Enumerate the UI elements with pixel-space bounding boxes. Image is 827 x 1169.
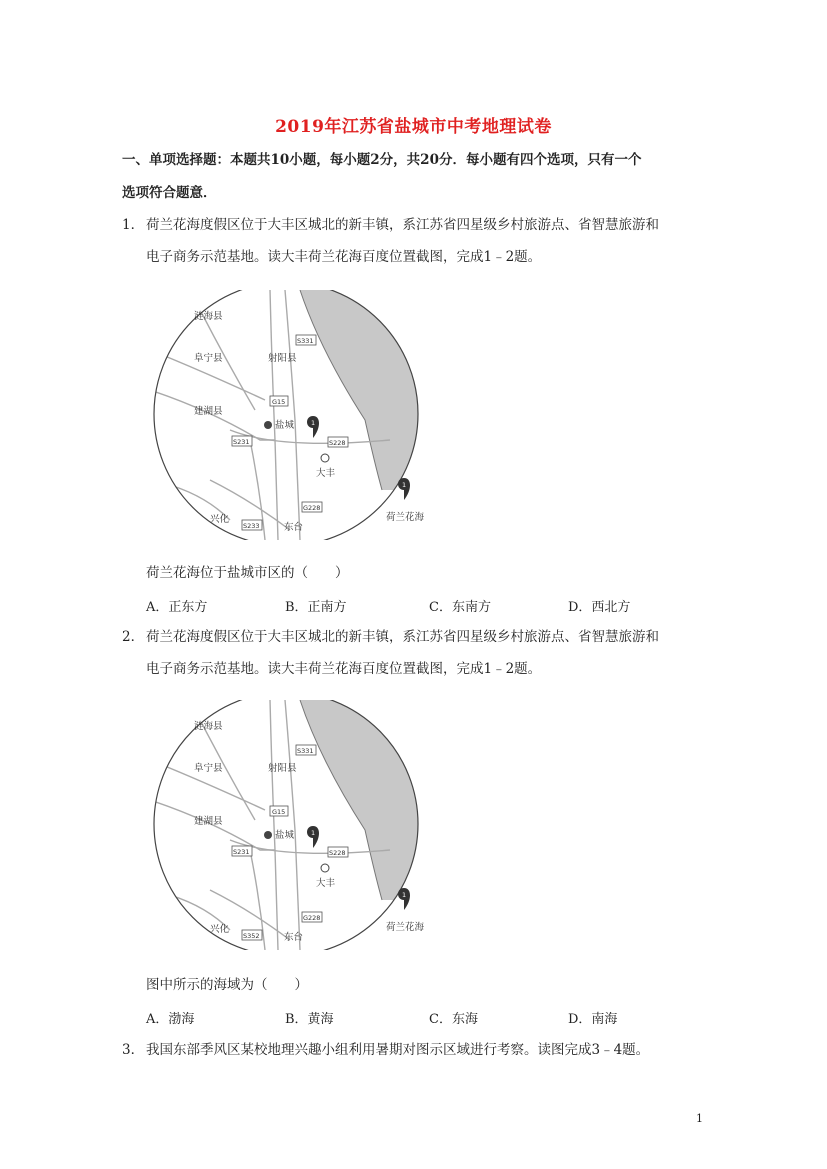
- q2-option-c[interactable]: C．东海: [429, 1012, 478, 1027]
- pin-number: 1: [311, 419, 316, 427]
- label-sheyang: 射阳县: [268, 353, 297, 364]
- label-jianhu-2: 建湖县: [194, 816, 223, 827]
- question-2-stem-line1: 荷兰花海度假区位于大丰区城北的新丰镇，系江苏省四星级乡村旅游点、省智慧旅游和: [146, 629, 659, 645]
- road-s231: S231: [233, 438, 250, 446]
- destination-pin-number: 1: [402, 481, 407, 489]
- q2-option-b[interactable]: B．黄海: [285, 1012, 334, 1027]
- road-s233: S233: [243, 522, 260, 530]
- road-s352: S352: [243, 932, 260, 940]
- road-g228: G228: [303, 504, 321, 512]
- question-2-stem-line2: 电子商务示范基地。读大丰荷兰花海百度位置截图，完成1﹣2题。: [146, 661, 542, 677]
- question-3-number: 3．: [122, 1042, 145, 1058]
- page-title: 2019年江苏省盐城市中考地理试卷: [275, 117, 552, 137]
- question-1-stem-line1: 荷兰花海度假区位于大丰区城北的新丰镇，系江苏省四星级乡村旅游点、省智慧旅游和: [146, 217, 659, 233]
- label-helanhuahai: 荷兰花海: [386, 512, 425, 523]
- q1-option-c[interactable]: C．东南方: [429, 600, 491, 615]
- label-helanhuahai-2: 荷兰花海: [386, 922, 425, 933]
- label-dongtai: 东台: [284, 522, 304, 533]
- road-s331-2: S331: [297, 747, 314, 755]
- road-g15-2: G15: [272, 808, 286, 816]
- label-xinghua: 兴化: [210, 514, 230, 525]
- q2-option-a[interactable]: A．渤海: [146, 1012, 195, 1027]
- location-map-2: [150, 700, 425, 950]
- question-2-number: 2．: [122, 629, 145, 645]
- road-s228-2: S228: [329, 849, 346, 857]
- label-sheyang-2: 射阳县: [268, 763, 297, 774]
- question-1-stem-line2: 电子商务示范基地。读大丰荷兰花海百度位置截图，完成1﹣2题。: [146, 249, 542, 265]
- section-heading: [122, 144, 712, 210]
- pin-number-2: 1: [311, 829, 316, 837]
- yancheng-dot: [264, 421, 272, 429]
- label-xiangshui: 涟海县: [194, 311, 223, 322]
- question-2-text: 图中所示的海域为（ ）: [146, 977, 308, 993]
- road-s331: S331: [297, 337, 314, 345]
- question-3-stem-line1: 我国东部季风区某校地理兴趣小组利用暑期对图示区域进行考察。读图完成3﹣4题。: [146, 1042, 650, 1058]
- label-xinghua-2: 兴化: [210, 924, 230, 935]
- road-s228: S228: [329, 439, 346, 447]
- q1-option-d[interactable]: D．西北方: [568, 600, 631, 615]
- q1-option-a[interactable]: A．正东方: [146, 600, 208, 615]
- label-dongtai-2: 东台: [284, 932, 304, 943]
- label-yancheng: 盐城: [275, 420, 295, 431]
- label-xiangshui-2: 涟海县: [194, 721, 223, 732]
- label-dafeng: 大丰: [316, 468, 336, 479]
- label-funing: 阜宁县: [194, 353, 223, 364]
- question-1-text: 荷兰花海位于盐城市区的（ ）: [146, 565, 349, 581]
- road-s231-2: S231: [233, 848, 250, 856]
- q1-option-b[interactable]: B．正南方: [285, 600, 347, 615]
- road-g15: G15: [272, 398, 286, 406]
- map-figure-1: [150, 290, 425, 540]
- road-g228-2: G228: [303, 914, 321, 922]
- page-number: 1: [696, 1112, 703, 1125]
- q2-option-d[interactable]: D．南海: [568, 1012, 618, 1027]
- section-heading-line2: 选项符合题意．: [122, 185, 217, 201]
- map-figure-2: [150, 700, 425, 950]
- destination-pin-number-2: 1: [402, 891, 407, 899]
- question-1-number: 1．: [122, 217, 145, 233]
- destination-pin-icon: [398, 478, 410, 500]
- label-yancheng-2: 盐城: [275, 830, 295, 841]
- label-dafeng-2: 大丰: [316, 878, 336, 889]
- location-map: [150, 290, 425, 540]
- yancheng-dot-2: [264, 831, 272, 839]
- section-heading-line1: 一、单项选择题：本题共10小题，每小题2分，共20分．每小题有四个选项，只有一个: [122, 152, 642, 168]
- destination-pin-icon-2: [398, 888, 410, 910]
- label-jianhu: 建湖县: [194, 406, 223, 417]
- label-funing-2: 阜宁县: [194, 763, 223, 774]
